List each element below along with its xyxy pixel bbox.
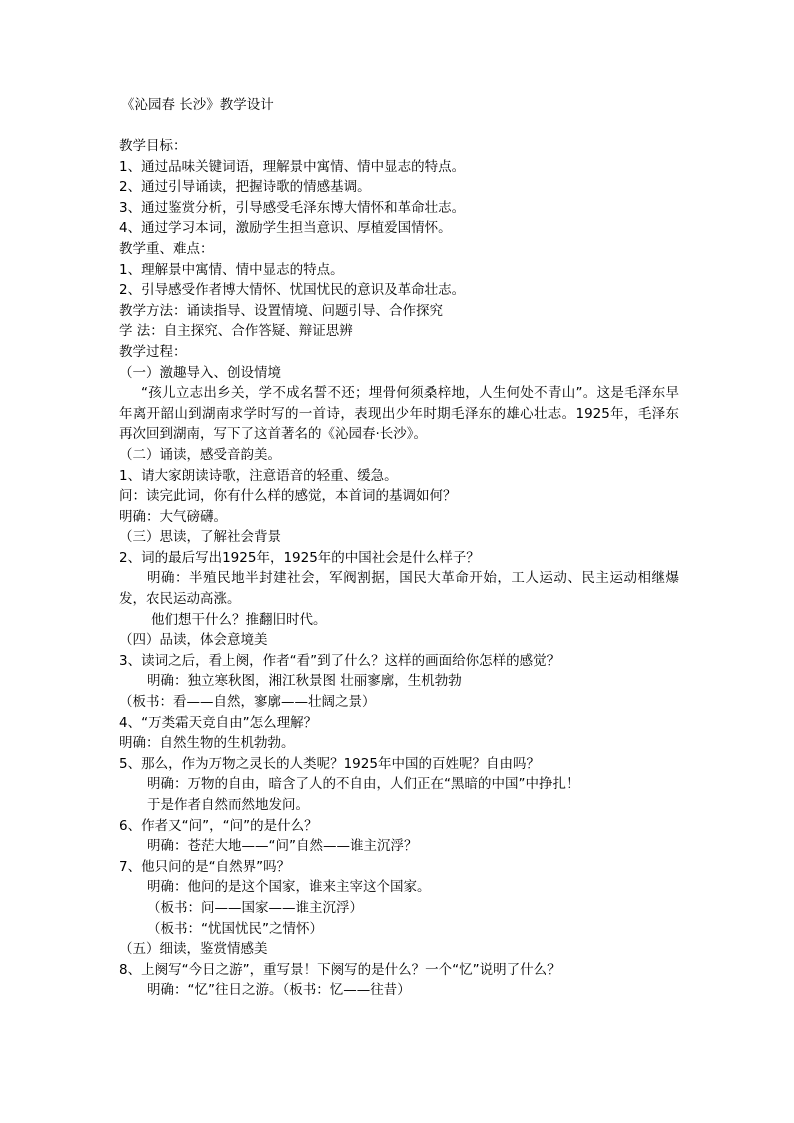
text-line: （板书：问——国家——谁主沉浮） — [147, 899, 363, 916]
text-line: 1、理解景中寓情、情中显志的特点。 — [119, 261, 344, 278]
text-line: 4、“万类霜天竞自由”怎么理解？ — [119, 714, 318, 731]
text-line: 明确：苍茫大地——“问”自然——谁主沉浮？ — [147, 838, 418, 855]
text-line: （板书：看——自然，寥廓——壮阔之景） — [119, 694, 376, 711]
text-line: 6、作者又“问”，“问”的是什么？ — [119, 817, 318, 834]
text-line: 2、引导感受作者博大情怀、忧国忧民的意识及革命壮志。 — [119, 282, 466, 299]
text-line: 教学目标： — [119, 138, 187, 154]
text-line: 8、上阕写“今日之游”，重写景！下阕写的是什么？一个“忆”说明了什么？ — [119, 961, 561, 978]
document-title: 《沁园春 长沙》教学设计 — [121, 97, 274, 113]
text-line: 4、通过学习本词，激励学生担当意识、厚植爱国情怀。 — [119, 220, 452, 237]
text-line: 3、读词之后，看上阕，作者“看”到了什么？这样的画面给你怎样的感觉？ — [119, 652, 561, 669]
text-line: 教学重、难点： — [119, 240, 214, 257]
text-line: （五）细读，鉴赏情感美 — [119, 941, 268, 958]
document-body — [119, 136, 679, 1001]
text-line: 明确：“忆”往日之游。（板书：忆——往昔） — [147, 982, 411, 999]
text-line: 明确：独立寒秋图，湘江秋景图 壮丽寥廓，生机勃勃 — [147, 673, 462, 690]
text-line: （板书：“忧国忧民”之情怀） — [147, 920, 323, 937]
text-line: （三）思读，了解社会背景 — [119, 529, 281, 546]
text-line: 教学过程： — [119, 343, 187, 360]
text-line: 明确：自然生物的生机勃勃。 — [119, 735, 295, 752]
text-line: （一）激趣导入、创设情境 — [119, 364, 281, 381]
text-line: 5、那么，作为万物之灵长的人类呢？1925年中国的百姓呢？自由吗？ — [119, 755, 540, 772]
text-line: 于是作者自然而然地发问。 — [147, 797, 309, 813]
text-line: 明确：万物的自由，暗含了人的不自由，人们正在“黑暗的中国”中挣扎！ — [147, 776, 580, 793]
text-line: 他们想干什么？推翻旧时代。 — [151, 611, 327, 628]
text-line: 明确：半殖民地半封建社会，军阀割据，国民大革命开始，工人运动、民主运动相继爆发，农民运动高涨。 — [119, 570, 679, 608]
text-line: 问：读完此词，你有什么样的感觉，本首词的基调如何？ — [119, 488, 457, 505]
text-line: 7、他只问的是“自然界”吗？ — [119, 858, 291, 875]
text-line: 学 法：自主探究、合作答疑、辩证思辨 — [119, 323, 353, 340]
text-line: “孩儿立志出乡关，学不成名誓不还；埋骨何须桑梓地，人生何处不青山”。这是毛泽东早年离开韶山到湖南求学时写的一首诗，表现出少年时期毛泽东的雄心壮志。1925年，毛泽东再次回到湖南，写下了这首著名的《沁园春·长沙》。 — [119, 385, 679, 443]
text-line: （二）诵读，感受音韵美。 — [119, 446, 281, 463]
text-line: （四）品读，体会意境美 — [119, 632, 268, 649]
text-line: 2、词的最后写出1925年，1925年的中国社会是什么样子？ — [119, 549, 480, 566]
text-line: 1、通过品味关键词语，理解景中寓情、情中显志的特点。 — [119, 158, 466, 175]
text-line: 1、请大家朗读诗歌，注意语音的轻重、缓急。 — [119, 467, 398, 484]
text-line: 3、通过鉴赏分析，引导感受毛泽东博大情怀和革命壮志。 — [119, 199, 466, 216]
text-line: 明确：他问的是这个国家，谁来主宰这个国家。 — [147, 879, 431, 896]
text-line: 教学方法：诵读指导、设置情境、问题引导、合作探究 — [119, 302, 443, 319]
text-line: 2、通过引导诵读，把握诗歌的情感基调。 — [119, 179, 371, 196]
text-line: 明确：大气磅礴。 — [119, 508, 227, 525]
